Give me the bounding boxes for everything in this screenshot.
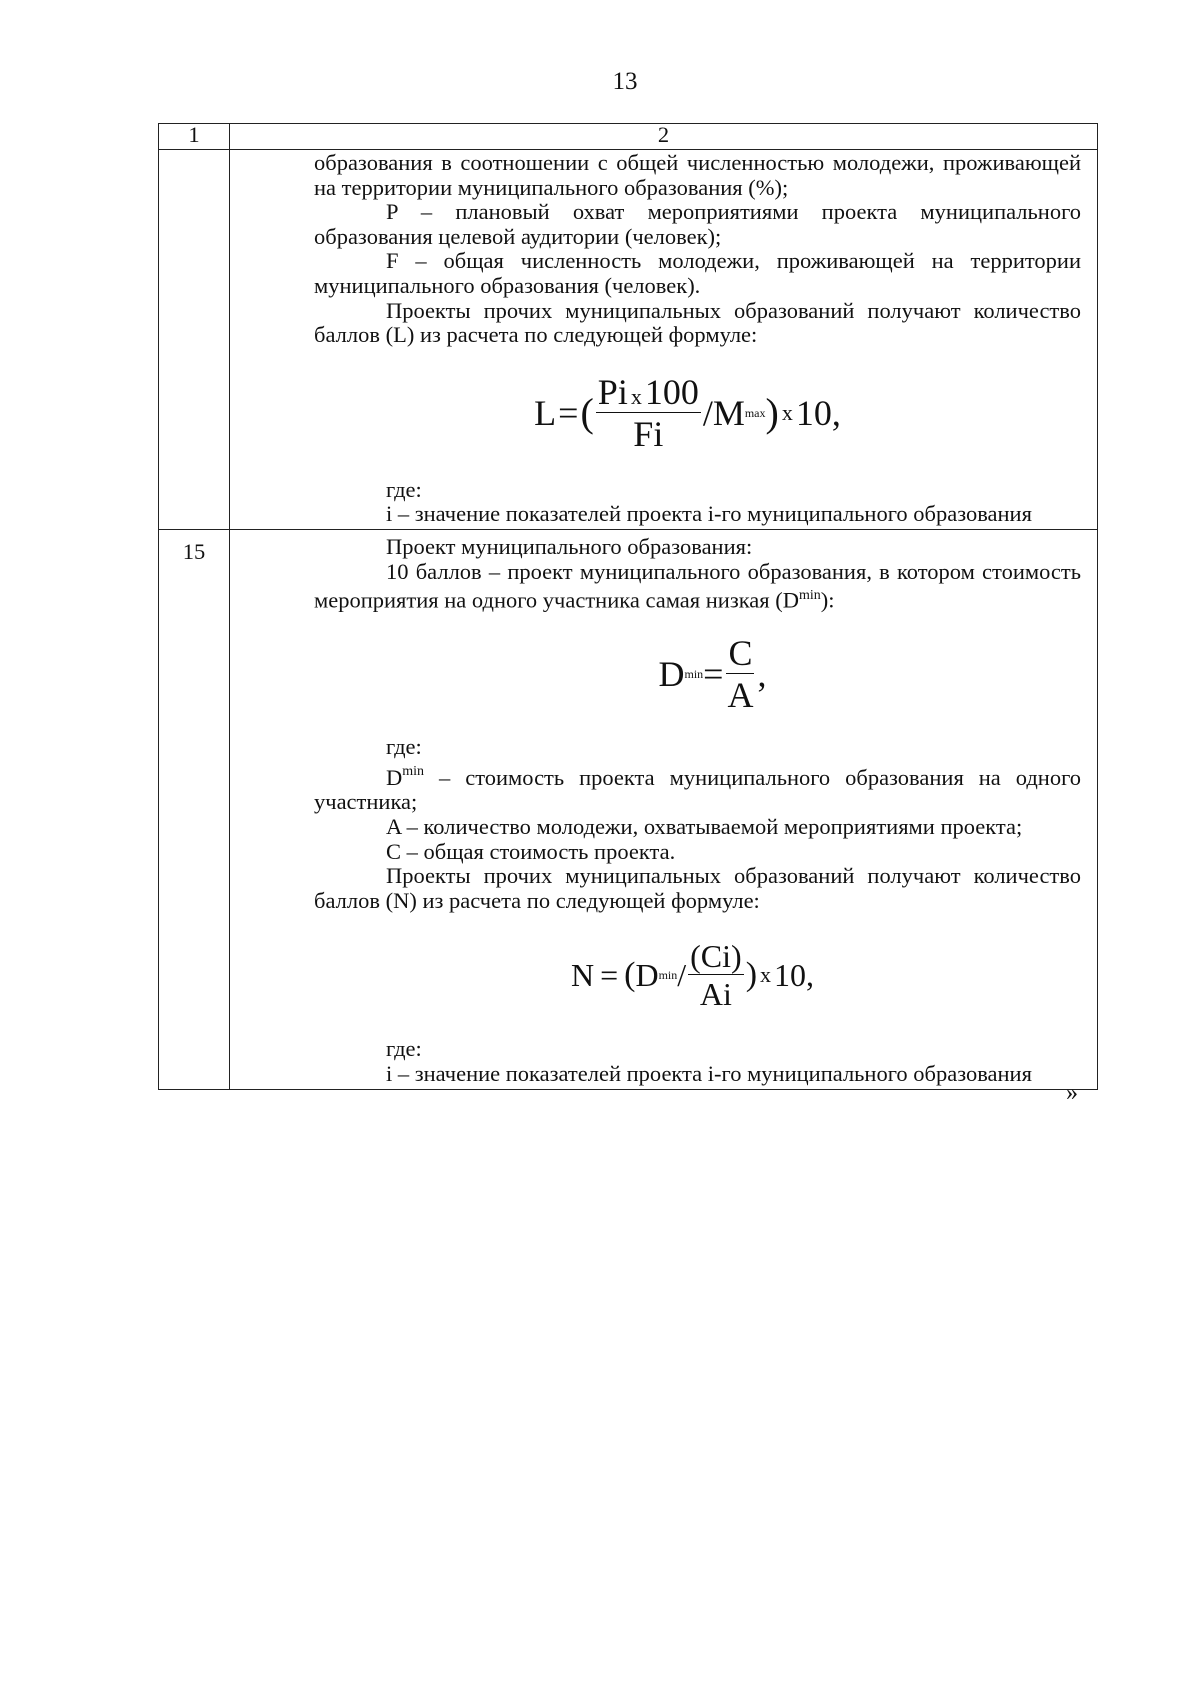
numerator-pi: Pi: [597, 371, 628, 412]
formula-eq: =: [600, 957, 619, 994]
formula-mult: x: [781, 399, 793, 425]
where-label: где:: [386, 1036, 422, 1062]
fraction-numerator: [596, 371, 701, 413]
f-definition: F – общая численность молодежи, проживающей на территории муниципального образования (человек).: [314, 248, 1081, 298]
text-line: образования в соотношении с общей численностью молодежи, проживающей: [314, 150, 1081, 175]
page-number: 13: [612, 68, 638, 95]
ten-points-sup: min: [799, 588, 821, 604]
table-header-row: [159, 124, 1098, 150]
formula-sup-min: min: [658, 968, 678, 983]
formula-factor: 10,: [774, 957, 815, 994]
formula-fraction: [725, 633, 755, 716]
criteria-table: [158, 123, 1098, 1090]
fraction-denominator: Ai: [699, 976, 732, 1013]
formula-tail: ,: [757, 654, 767, 695]
formula-slash: /: [677, 957, 687, 994]
times-sign: x: [630, 383, 642, 409]
formula-close-paren: ): [765, 389, 779, 435]
header-cell-2: 2: [230, 124, 1098, 150]
formula-close-paren: ): [745, 956, 758, 994]
where-label: где:: [386, 734, 422, 760]
where-label: где:: [386, 476, 422, 502]
formula-eq: =: [703, 654, 724, 695]
l-formula: [294, 348, 1081, 478]
row-number-cell: [159, 150, 230, 530]
formula-fraction: [688, 938, 744, 1013]
formula-divide-m: /M: [702, 392, 745, 433]
row-content-cell: [230, 529, 1098, 1089]
formula-open-paren: (: [580, 389, 594, 435]
a-definition: A – количество молодежи, охватываемой мероприятиями проекта;: [386, 814, 1023, 839]
formula-mult: x: [760, 962, 772, 988]
formula-lhs: L: [534, 392, 557, 433]
table-row-15: [159, 529, 1098, 1089]
fraction-numerator: (Ci): [690, 938, 742, 975]
n-formula-intro: Проекты прочих муниципальных образований получают количество баллов (N) из расчета по следующей формуле:: [314, 863, 1081, 913]
fraction-numerator: C: [728, 633, 753, 674]
d-def-text: – стоимость проекта муниципального образования на одного участника;: [314, 764, 1082, 815]
i-definition: i – значение показателей проекта i-го муниципального образования: [386, 501, 1032, 527]
row-number-cell: 15: [159, 529, 230, 1089]
d-min-definition: [314, 760, 1081, 815]
formula-lhs: D: [658, 654, 685, 695]
numerator-100: 100: [644, 371, 699, 412]
fraction-denominator: Fi: [633, 413, 664, 454]
formula-d: D: [635, 957, 659, 994]
ten-points-end: ):: [820, 587, 835, 613]
l-formula-intro: Проекты прочих муниципальных образований получают количество баллов (L) из расчета по следующей формуле:: [314, 297, 1081, 348]
formula-sup-min: min: [684, 667, 704, 682]
fraction-denominator: A: [727, 675, 754, 716]
row-content-cell: [230, 150, 1098, 530]
text-line: на территории муниципального образования (%);: [314, 174, 789, 200]
d-min-formula: [344, 613, 1081, 735]
formula-open-paren: (: [624, 956, 636, 994]
d-sup-min: min: [402, 763, 425, 779]
i-definition: i – значение показателей проекта i-го муниципального образования: [386, 1060, 1032, 1086]
formula-sup-max: max: [744, 405, 766, 420]
p-definition: P – плановый охват мероприятиями проекта муниципального образования целевой аудитории (человек);: [314, 199, 1081, 249]
ten-points-text: 10 баллов – проект муниципального образования, в котором стоимость мероприятия на одного участника самая низкая (D: [314, 558, 1081, 613]
header-cell-1: 1: [159, 124, 230, 150]
row-15-title: Проект муниципального образования:: [386, 533, 753, 559]
n-formula: [304, 913, 1081, 1037]
formula-eq: =: [558, 392, 579, 433]
ten-points-definition: [314, 560, 1081, 614]
formula-factor: 10,: [795, 392, 841, 433]
closing-quote: »: [1066, 1080, 1078, 1106]
formula-lhs: N: [570, 957, 595, 994]
d-letter: D: [386, 764, 403, 790]
c-definition: C – общая стоимость проекта.: [386, 838, 676, 864]
table-row-continuation: [159, 150, 1098, 530]
formula-fraction: [596, 371, 701, 454]
